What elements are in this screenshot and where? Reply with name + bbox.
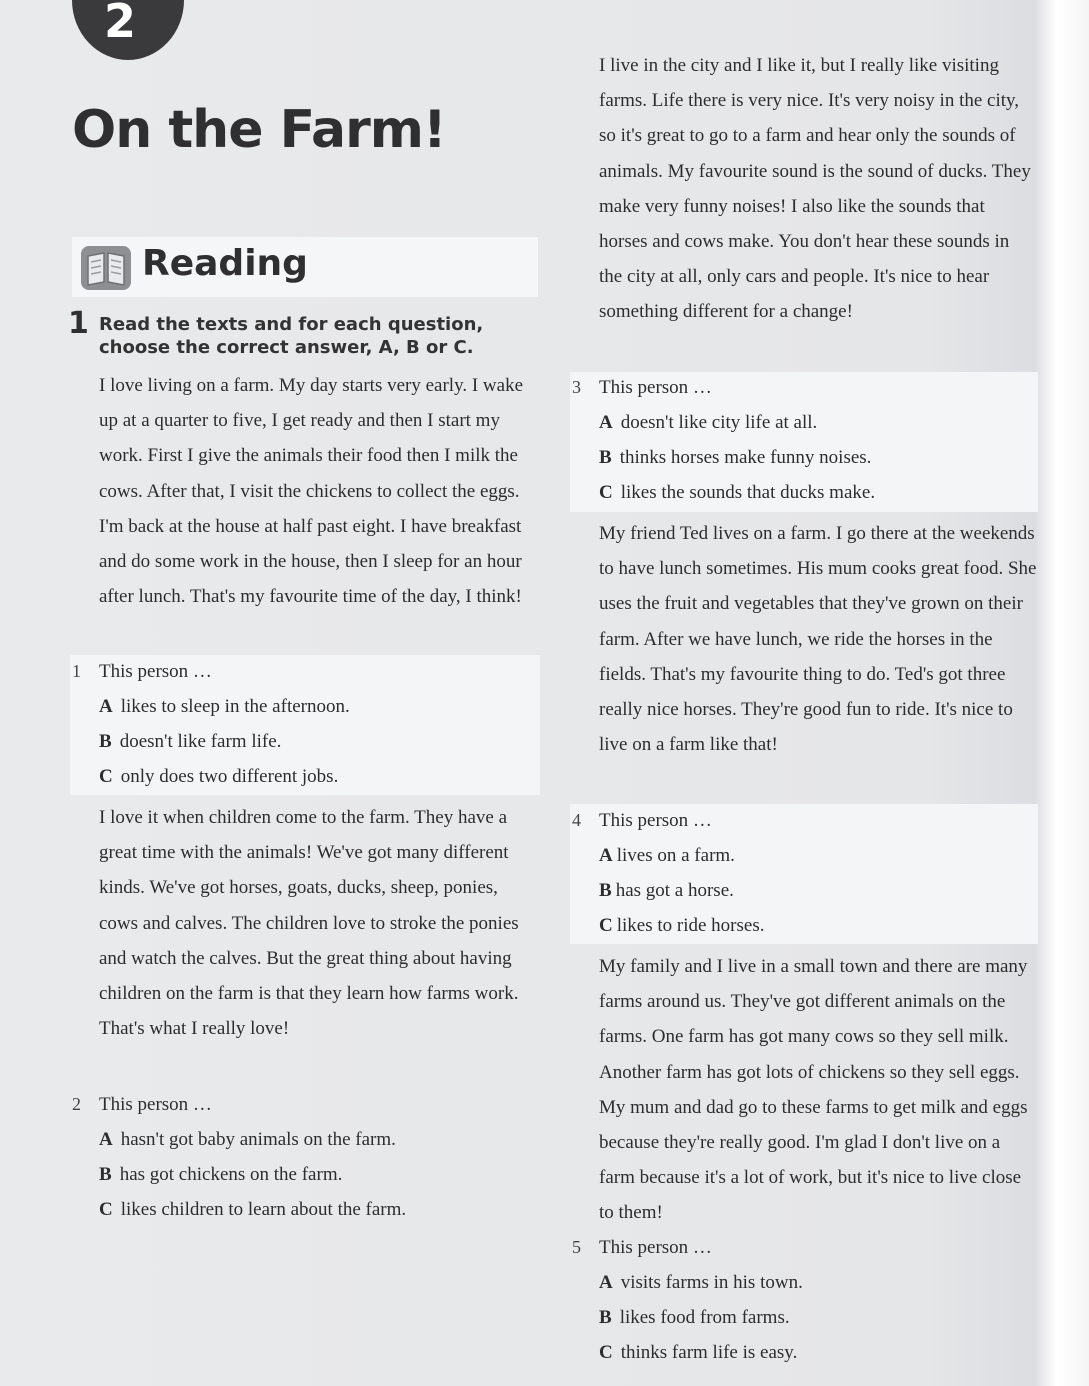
- option-letter: B: [99, 731, 112, 752]
- question-4-option-a[interactable]: [599, 838, 735, 873]
- question-1-option-b[interactable]: [99, 724, 281, 759]
- option-text: lives on a farm.: [616, 845, 735, 866]
- exercise-instruction: Read the texts and for each question, choose the correct answer, A, B or C.: [99, 314, 484, 358]
- question-4-option-b[interactable]: [599, 873, 734, 908]
- option-letter: C: [99, 766, 113, 787]
- option-letter: A: [99, 696, 113, 717]
- option-letter: C: [599, 1342, 613, 1363]
- option-text: only does two different jobs.: [120, 766, 339, 787]
- section-title: Reading: [142, 243, 308, 284]
- option-text: visits farms in his town.: [620, 1272, 803, 1293]
- option-text: likes the sounds that ducks make.: [620, 482, 876, 503]
- question-3-option-a[interactable]: [599, 405, 817, 440]
- question-5-option-b[interactable]: [599, 1300, 790, 1335]
- option-letter: B: [599, 880, 612, 901]
- exercise-number: 1: [68, 306, 89, 341]
- option-text: doesn't like city life at all.: [620, 412, 818, 433]
- question-5-number: 5: [572, 1237, 581, 1257]
- question-4-stem: This person …: [599, 810, 712, 831]
- question-5-option-c[interactable]: [599, 1335, 797, 1370]
- option-letter: C: [599, 915, 613, 936]
- question-1-number: 1: [72, 661, 81, 681]
- option-letter: A: [599, 845, 613, 866]
- question-2-stem: This person …: [99, 1094, 212, 1115]
- unit-title: On the Farm!: [72, 100, 446, 160]
- question-2-option-b[interactable]: [99, 1157, 342, 1192]
- question-5-stem: This person …: [599, 1237, 712, 1258]
- question-3-option-b[interactable]: [599, 440, 871, 475]
- question-1-option-a[interactable]: [99, 689, 350, 724]
- question-3-stem: This person …: [599, 377, 712, 398]
- option-text: likes food from farms.: [619, 1307, 790, 1328]
- option-letter: A: [599, 1272, 613, 1293]
- question-1-stem: This person …: [99, 661, 212, 682]
- option-text: likes to sleep in the afternoon.: [120, 696, 350, 717]
- reading-text-3: I live in the city and I like it, but I really like visiting farms. Life there is very nice. It's very noisy in the city, so it's great to go to a farm and hear only the sounds of animals. My favourite sound is the sound of ducks. They make very funny noises! I also like the sounds that horses and cows make. You don't hear these sounds in the city at all, only cars and people. It's nice to hear something different for a change!: [599, 55, 1031, 323]
- question-2-number: 2: [72, 1094, 81, 1114]
- option-text: has got a horse.: [615, 880, 734, 901]
- option-letter: C: [599, 482, 613, 503]
- option-letter: B: [599, 1307, 612, 1328]
- option-text: doesn't like farm life.: [119, 731, 282, 752]
- question-5-option-a[interactable]: [599, 1265, 803, 1300]
- reading-text-5: My family and I live in a small town and there are many farms around us. They've got different animals on the farms. One farm has got many cows so they sell milk. Another farm has got lots of chickens so they sell eggs. My mum and dad go to these farms to get milk and eggs because they're really good. I'm glad I don't live on a farm because it's a lot of work, but it's nice to live close to them!: [599, 956, 1028, 1224]
- question-4-option-c[interactable]: [599, 908, 765, 943]
- question-1-option-c[interactable]: [99, 759, 338, 794]
- unit-number-badge: [72, 0, 184, 60]
- question-3-number: 3: [572, 377, 581, 397]
- unit-number: 2: [104, 0, 137, 48]
- option-text: hasn't got baby animals on the farm.: [120, 1129, 396, 1150]
- question-4-number: 4: [572, 810, 581, 830]
- option-text: thinks farm life is easy.: [620, 1342, 798, 1363]
- reading-text-4: My friend Ted lives on a farm. I go there at the weekends to have lunch sometimes. His mum cooks great food. She uses the fruit and vegetables that they've grown on their farm. After we have lunch, we ride the horses in the fields. That's my favourite thing to do. Ted's got three really nice horses. They're good fun to ride. It's nice to live on a farm like that!: [599, 523, 1037, 756]
- reading-text-2: I love it when children come to the farm. They have a great time with the animals! We've got many different kinds. We've got horses, goats, ducks, sheep, ponies, cows and calves. The children love to stroke the ponies and watch the calves. But the great thing about having children on the farm is that they learn how farms work. That's what I really love!: [99, 807, 519, 1040]
- option-letter: C: [99, 1199, 113, 1220]
- section-header: [72, 237, 538, 297]
- option-letter: A: [99, 1129, 113, 1150]
- option-letter: B: [99, 1164, 112, 1185]
- question-3-option-c[interactable]: [599, 475, 875, 510]
- reading-text-1: I love living on a farm. My day starts very early. I wake up at a quarter to five, I get ready and then I start my work. First I give the animals their food then I milk the cows. After that, I visit the chickens to collect the eggs. I'm back at the house at half past eight. I have breakfast and do some work in the house, then I sleep for an hour after lunch. That's my favourite time of the day, I think!: [99, 375, 524, 608]
- open-book-icon: [80, 242, 132, 294]
- question-2-option-a[interactable]: [99, 1122, 396, 1157]
- option-text: likes to ride horses.: [616, 915, 765, 936]
- option-text: has got chickens on the farm.: [119, 1164, 343, 1185]
- option-letter: A: [599, 412, 613, 433]
- option-text: thinks horses make funny noises.: [619, 447, 872, 468]
- question-2-option-c[interactable]: [99, 1192, 406, 1227]
- option-text: likes children to learn about the farm.: [120, 1199, 407, 1220]
- option-letter: B: [599, 447, 612, 468]
